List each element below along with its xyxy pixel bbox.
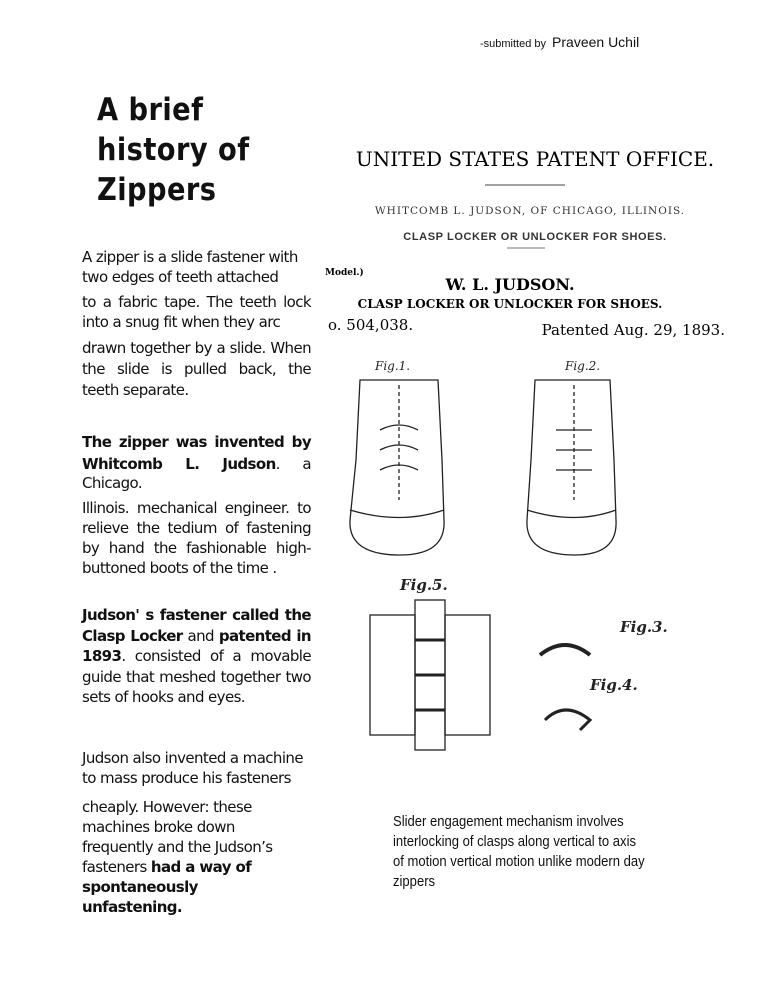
paragraph: Chicago. xyxy=(82,474,142,492)
fig-label: Fig.4. xyxy=(590,676,638,694)
page-title xyxy=(97,90,250,210)
patent-inventor: WHITCOMB L. JUDSON, OF CHICAGO, ILLINOIS. xyxy=(374,205,686,217)
fig-label: Fig.3. xyxy=(620,618,668,636)
text: cheaply. However: these machines broke down frequently and the Judson’s fasteners xyxy=(82,798,273,876)
patent-office: UNITED STATES PATENT OFFICE. xyxy=(355,147,715,171)
paragraph xyxy=(82,605,311,708)
patent-date: Patented Aug. 29, 1893. xyxy=(541,321,725,339)
bold-text: The zipper was invented by Whitcomb L. Judson xyxy=(82,433,311,473)
fig-label: Fig.2. xyxy=(565,359,601,373)
patent-name: W. L. JUDSON. xyxy=(445,275,575,294)
title-line: A brief xyxy=(97,92,204,128)
image-caption: Slider engagement mechanism involves interlocking of clasps along vertical to axis of motion vertical motion unlike modern day zippers xyxy=(393,814,645,890)
figure-2-boot xyxy=(527,359,616,555)
figure-3-4-hooks xyxy=(540,618,668,730)
submitted-by xyxy=(480,34,639,50)
paragraph: drawn together by a slide. When the slide is pulled back, the teeth separate. xyxy=(82,339,311,399)
paragraph: to a fabric tape. The teeth lock into a snug fit when they arc xyxy=(82,293,311,331)
text: . consisted of a movable guide that meshed together two sets of hooks and eyes. xyxy=(82,647,311,706)
figure-1-boot xyxy=(350,359,444,555)
patent-subject-2: CLASP LOCKER OR UNLOCKER FOR SHOES. xyxy=(357,297,663,311)
paragraph: A zipper is a slide fastener with two edges of teeth attached xyxy=(82,248,298,286)
paragraph: Illinois. mechanical engineer. to relieve the tedium of fastening by hand the fashionable high-buttoned boots of the time . xyxy=(82,499,311,577)
title-line: Zippers xyxy=(97,172,217,208)
fig-label: Fig.5. xyxy=(400,576,448,594)
submitted-label: -submitted by xyxy=(480,38,547,50)
title-line: history of xyxy=(97,132,250,168)
paragraph: Judson also invented a machine to mass produce his fasteners xyxy=(82,749,303,787)
author-name: Praveen Uchil xyxy=(552,34,640,50)
patent-model: Model.) xyxy=(325,268,364,278)
paragraph xyxy=(82,431,311,475)
patent-image xyxy=(320,130,750,770)
text: . a xyxy=(275,455,311,473)
bold-text: had a way of spontaneously unfastening. xyxy=(82,858,252,916)
figure-5-clasp xyxy=(370,576,490,750)
bold-text: patented in 1893 xyxy=(82,626,312,665)
fig-label: Fig.1. xyxy=(375,359,411,373)
patent-subject: CLASP LOCKER OR UNLOCKER FOR SHOES. xyxy=(403,231,667,243)
paragraph xyxy=(82,797,297,917)
text: and xyxy=(182,626,219,645)
patent-number: o. 504,038. xyxy=(328,316,414,334)
bold-text: Judson' s fastener called the Clasp Locker xyxy=(82,606,311,645)
